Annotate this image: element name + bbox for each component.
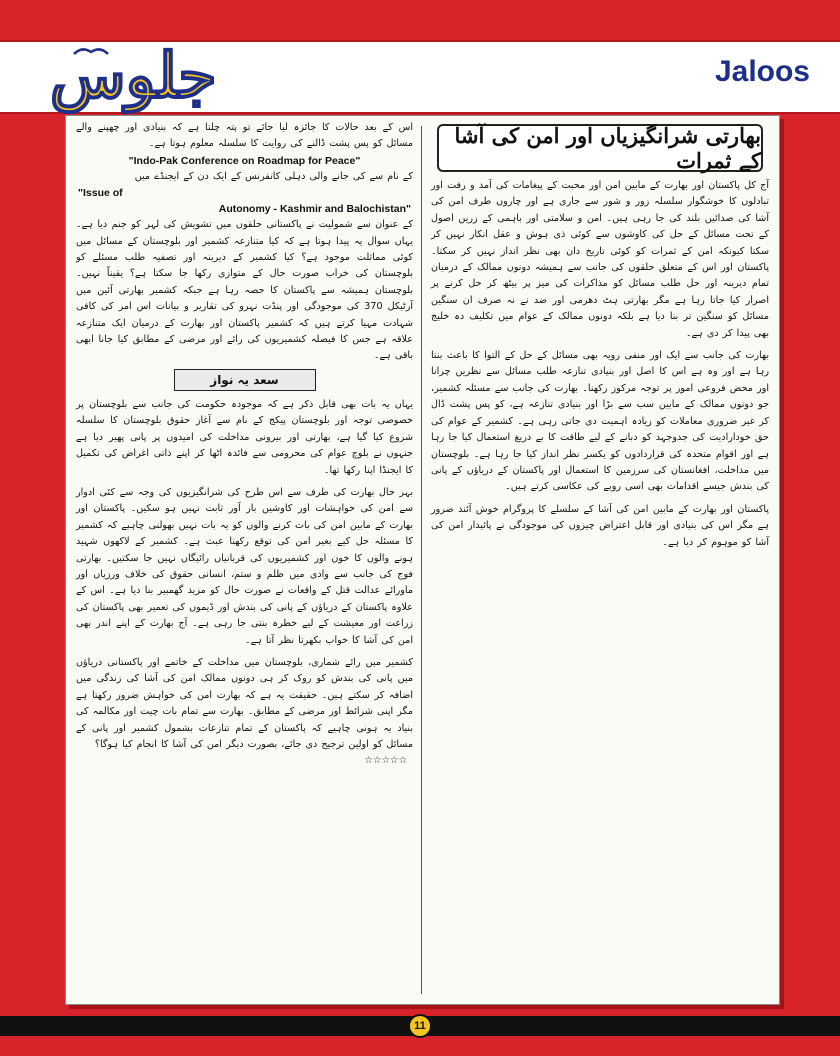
article-paragraph: پاکستان اور بھارت کے مابین امن کی آشا کے سلسلے کا پروگرام خوش آئند ضرور ہے مگر اس کی بنیادی اور قابل اعتراض چیزوں کی موجودگی نے پائیدار امن کی آشا کو موہوم کر دیا ہے۔ xyxy=(431,503,769,548)
english-phrase: "Indo-Pak Conference on Roadmap for Peace" xyxy=(128,154,361,167)
article-paragraph: کشمیر میں رائے شماری، بلوچستان میں مداخلت کے خاتمے اور پاکستانی دریاؤں میں پانی کی بندش کو روک کر ہی دونوں ممالک امن کی آشا کی زندگی میں اضافہ کر سکتے ہیں۔ حقیقت یہ ہے کہ بھارت امن کی خواہش ضرور رکھتا ہے مگر اپنی شرائط اور مرضی کے مطابق۔ بھارت سے تمام بات چیت اور مکالمہ کی بنیاد یہ ہونی چاہیے کہ پاکستان کے تمام تنازعات بشمول کشمیر اور پانی کے مسائل کو اولین ترجیح دی جائے، بصورت دیگر امن کی آشا کا انجام کیا ہوگا؟ xyxy=(76,656,413,750)
article-paragraph: آج کل پاکستان اور بھارت کے مابین امن اور محبت کے پیغامات کی آمد و رفت اور تبادلوں کا خوشگوار سلسلہ زور و شور سے جاری ہے اور چاروں طرف امن کی آشا کی صدائیں بلند کی جا رہی ہیں۔ امن و سلامتی اور باہمی کے زریں اصول کے تحت مسائل کے حل کی کاوشوں سے کوئی ذی ہوش و عقل انکار نہیں کر سکتا کیونکہ امن کے ثمرات کو کوئی تاریخ دان بھی نظر انداز نہیں کر سکتا۔ پاکستان اور اس کے متعلق حلقوں کی جانب سے ہمیشہ دونوں ممالک کے درمیان تمام دیرینہ اور حل طلب مسائل کو مذاکرات کی میز پر بیٹھ کر حل کرنے پر اصرار کیا جاتا رہا ہے مگر بھارتی ہٹ دھرمی اور ضد نے نہ صرف ان سنگین مسائل کو سنگین تر بنا دیا ہے بلکہ دونوں ممالک کے عوام میں تکلیف دہ خلیج بھی پیدا کر دی ہے۔ xyxy=(431,180,769,339)
article-title-box xyxy=(437,124,763,172)
magazine-logo: جلوس xyxy=(50,39,217,112)
logo-bird-icon xyxy=(72,44,110,58)
article-text-line: کے نام سے کی جانے والی دہلی کانفرنس کے ایک دن کے ایجنڈے میں xyxy=(134,170,413,182)
page-number: 11 xyxy=(408,1014,432,1038)
right-column xyxy=(427,116,773,1004)
magazine-brand: Jaloos xyxy=(714,55,810,88)
article-paragraph: بھارت کی جانب سے ایک اور منفی رویہ بھی مسائل کے حل کے التوا کا باعث بنتا رہا ہے اور وہ ہے اس کا اصل اور بنیادی تنازعہ طلب مسائل سے نظریں چرانا اور محض فروعی امور پر توجہ مرکوز رکھنا۔ بھارت کی جانب سے مسئلہ کشمیر، جو دونوں ممالک کے مابین سب سے بڑا اور بنیادی تنازعہ ہے، کو پس پشت ڈال کر غیر ضروری معاملات کو زیادہ اہمیت دی جاتی رہی ہے۔ کشمیر کے عوام کی حق خودارادیت کی جدوجہد کو دبانے کے لیے طاقت کا بے دریغ استعمال کیا جا رہا ہے اور اقوام متحدہ کی قراردادوں کو یکسر نظر انداز کیا جا رہا ہے۔ بلوچستان میں مداخلت، افغانستان کی سرزمین کا استعمال اور پاکستان کے دریاؤں کے پانی کی بندش جیسے اقدامات بھی اسی رویے کی عکاسی کرتے ہیں۔ xyxy=(431,350,769,493)
left-column xyxy=(72,116,417,1004)
english-phrase: Autonomy - Kashmir and Balochistan" xyxy=(218,203,411,216)
article-paragraph: کے عنوان سے شمولیت نے پاکستانی حلقوں میں تشویش کی لہر کو جنم دیا ہے۔ یہاں سوال یہ پیدا ہوتا ہے کہ کیا متنازعہ کشمیر اور بلوچستان کے مسائل میں کوئی مماثلت موجود ہے؟ کیا کشمیر کے دیرینہ اور تصفیہ طلب مسئلے کو بلوچستان کی خراب صورت حال کے متوازی رکھا جا سکتا ہے؟ یقیناً نہیں۔ بلوچستان ہمیشہ سے پاکستان کا حصہ رہا ہے جبکہ کشمیر بھارتی آئین میں آرٹیکل 370 کی موجودگی اور پنڈت نہرو کی تقاریر و بیانات اس امر کی کافی شہادت مہیا کرتے ہیں کہ کشمیر پاکستان اور بھارت کے درمیان ایک متنازعہ علاقہ ہے جس کا فیصلہ کشمیریوں کی رائے اور مرضی کے مطابق کیا جانا ابھی باقی ہے۔ xyxy=(76,219,413,362)
column-divider xyxy=(421,126,422,994)
article-paragraph: اس کے بعد حالات کا جائزہ لیا جائے تو پتہ چلتا ہے کہ بنیادی اور چھپنے والے مسائل کو پس پشت ڈالنے کی روایت کا سلسلہ معلوم ہوتا ہے۔ xyxy=(76,122,413,150)
english-phrase: "Issue of xyxy=(78,187,123,200)
author-byline: سعد یہ نواز xyxy=(174,369,316,391)
article-end-mark: ☆☆☆☆☆ xyxy=(364,755,407,767)
article-title: بھارتی شرانگیزیاں اور امن کی آشا کے ثمرات xyxy=(454,123,761,173)
article-paragraph: یہاں یہ بات بھی قابل ذکر ہے کہ موجودہ حکومت کی جانب سے بلوچستان پر خصوصی توجہ اور بلوچستان پیکج کے نام سے آغاز حقوق بلوچستان کا سلسلہ شروع کیا گیا ہے، بھارتی اور بیرونی مداخلت کی امیدوں پر پانی پھیر دیا ہے جنہوں نے بلوچ عوام کی محرومی سے فائدہ اٹھا کر اپنے ذاتی اغراض کی تکمیل کا ایجنڈا اپنا رکھا تھا۔ xyxy=(76,398,413,476)
article-paragraph: بہر حال بھارت کی طرف سے اس طرح کی شرانگیزیوں کی وجہ سے کئی ادوار سے امن کی خواہشات اور کاوشیں بار آور ثابت نہیں ہو سکیں۔ پاکستان اور بھارت کے مابین امن کی بات کرنے والوں کو یہ بات نہیں بھولنی چاہیے کہ کشمیر کا مسئلہ حل کیے بغیر امن کی توقع رکھنا عبث ہے۔ کشمیر کے لاکھوں شہید ہونے والوں کا خون اور کشمیریوں کی قربانیاں رائیگاں نہیں جا سکتیں۔ بھارتی فوج کی جانب سے وادی میں ظلم و ستم، انسانی حقوق کی خلاف ورزیاں اور ماورائے عدالت قتل کے واقعات نے صورت حال کو مزید گھمبیر بنا دیا ہے۔ اس کے علاوہ پاکستان کے دریاؤں کے پانی کی بندش اور ڈیموں کی تعمیر بھی پاکستان کی زراعت اور معیشت کے لیے خطرہ بنتی جا رہی ہے۔ آج بھارت کے اپنے اندر بھی امن کی آشا کا خواب بکھرتا نظر آتا ہے۔ xyxy=(76,486,413,646)
article-page xyxy=(65,115,780,1005)
